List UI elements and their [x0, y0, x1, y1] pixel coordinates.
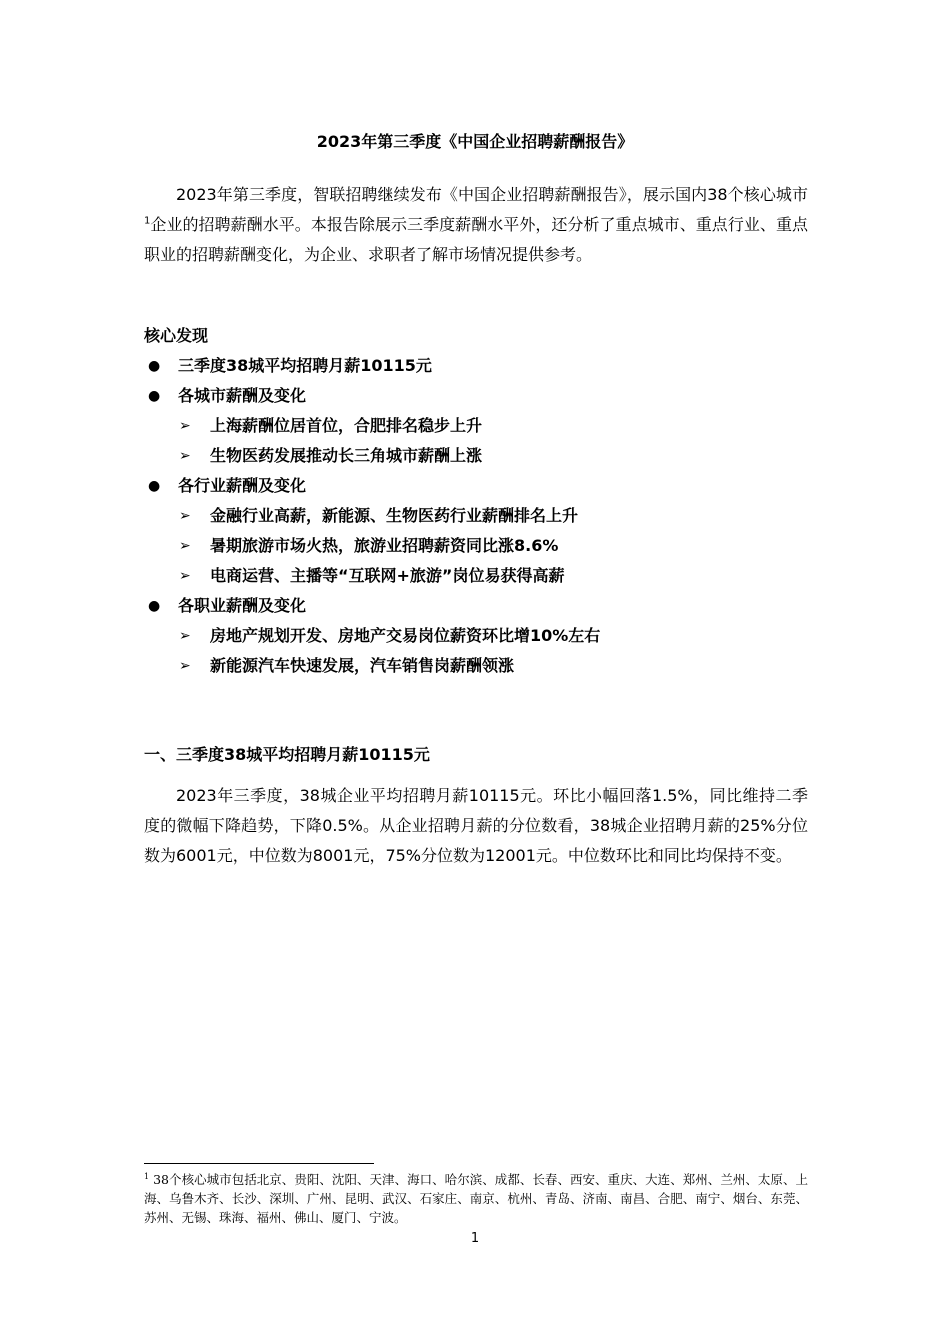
finding-item	[144, 591, 808, 621]
footnote-mark: 1	[144, 1171, 150, 1181]
finding-subitem	[144, 531, 808, 561]
finding-text: 三季度38城平均招聘月薪10115元	[178, 356, 432, 375]
finding-subitem-text: 新能源汽车快速发展，汽车销售岗薪酬领涨	[210, 656, 515, 675]
finding-text: 各行业薪酬及变化	[178, 476, 307, 495]
findings-heading: 核心发现	[144, 326, 209, 345]
finding-subitem	[144, 621, 808, 651]
arrow-bullet-icon: ➢	[179, 418, 191, 434]
finding-subitem	[144, 501, 808, 531]
footnote-reference[interactable]: 1	[144, 215, 151, 227]
finding-subitem	[144, 411, 808, 441]
arrow-bullet-icon: ➢	[179, 538, 191, 554]
footnote-text: 38个核心城市包括北京、贵阳、沈阳、天津、海口、哈尔滨、成都、长春、西安、重庆、大连、郑州、兰州、太原、上海、乌鲁木齐、长沙、深圳、广州、昆明、武汉、石家庄、南京、杭州、青岛、济南、南昌、合肥、南宁、烟台、东莞、苏州、无锡、珠海、福州、佛山、厦门、宁波。	[144, 1172, 808, 1225]
footnote	[144, 1170, 808, 1227]
section1-paragraph: 2023年三季度，38城企业平均招聘月薪10115元。环比小幅回落1.5%，同比维持二季度的微幅下降趋势，下降0.5%。从企业招聘月薪的分位数看，38城企业招聘月薪的25%分位数为6001元，中位数为8001元，75%分位数为12001元。中位数环比和同比均保持不变。	[144, 786, 808, 865]
finding-text: 各城市薪酬及变化	[178, 386, 307, 405]
finding-subitem-text: 生物医药发展推动长三角城市薪酬上涨	[210, 446, 483, 465]
finding-subitem	[144, 561, 808, 591]
footnote-divider	[144, 1163, 374, 1164]
page-number: 1	[470, 1231, 480, 1246]
document-title: 2023年第三季度《中国企业招聘薪酬报告》	[316, 132, 634, 151]
finding-item	[144, 471, 808, 501]
finding-item	[144, 351, 808, 381]
arrow-bullet-icon: ➢	[179, 628, 191, 644]
intro-paragraph	[144, 180, 808, 270]
finding-subitem-text: 金融行业高薪，新能源、生物医药行业薪酬排名上升	[210, 506, 579, 525]
bullet-icon: ●	[148, 478, 161, 494]
finding-subitem	[144, 651, 808, 681]
intro-text-part2: 企业的招聘薪酬水平。本报告除展示三季度薪酬水平外，还分析了重点城市、重点行业、重点职业的招聘薪酬变化，为企业、求职者了解市场情况提供参考。	[144, 215, 808, 264]
arrow-bullet-icon: ➢	[179, 448, 191, 464]
arrow-bullet-icon: ➢	[179, 658, 191, 674]
bullet-icon: ●	[148, 388, 161, 404]
intro-text-part1: 2023年第三季度，智联招聘继续发布《中国企业招聘薪酬报告》，展示国内38个核心城市	[176, 185, 808, 204]
bullet-icon: ●	[148, 358, 161, 374]
finding-subitem-text: 上海薪酬位居首位，合肥排名稳步上升	[210, 416, 483, 435]
bullet-icon: ●	[148, 598, 161, 614]
findings-list	[144, 351, 808, 681]
section1-heading: 一、三季度38城平均招聘月薪10115元	[144, 745, 430, 764]
arrow-bullet-icon: ➢	[179, 508, 191, 524]
finding-subitem-text: 电商运营、主播等“互联网+旅游”岗位易获得高薪	[210, 566, 565, 585]
finding-subitem-text: 房地产规划开发、房地产交易岗位薪资环比增10%左右	[210, 626, 601, 645]
finding-item	[144, 381, 808, 411]
finding-subitem-text: 暑期旅游市场火热，旅游业招聘薪资同比涨8.6%	[210, 536, 559, 555]
finding-text: 各职业薪酬及变化	[178, 596, 307, 615]
finding-subitem	[144, 441, 808, 471]
arrow-bullet-icon: ➢	[179, 568, 191, 584]
